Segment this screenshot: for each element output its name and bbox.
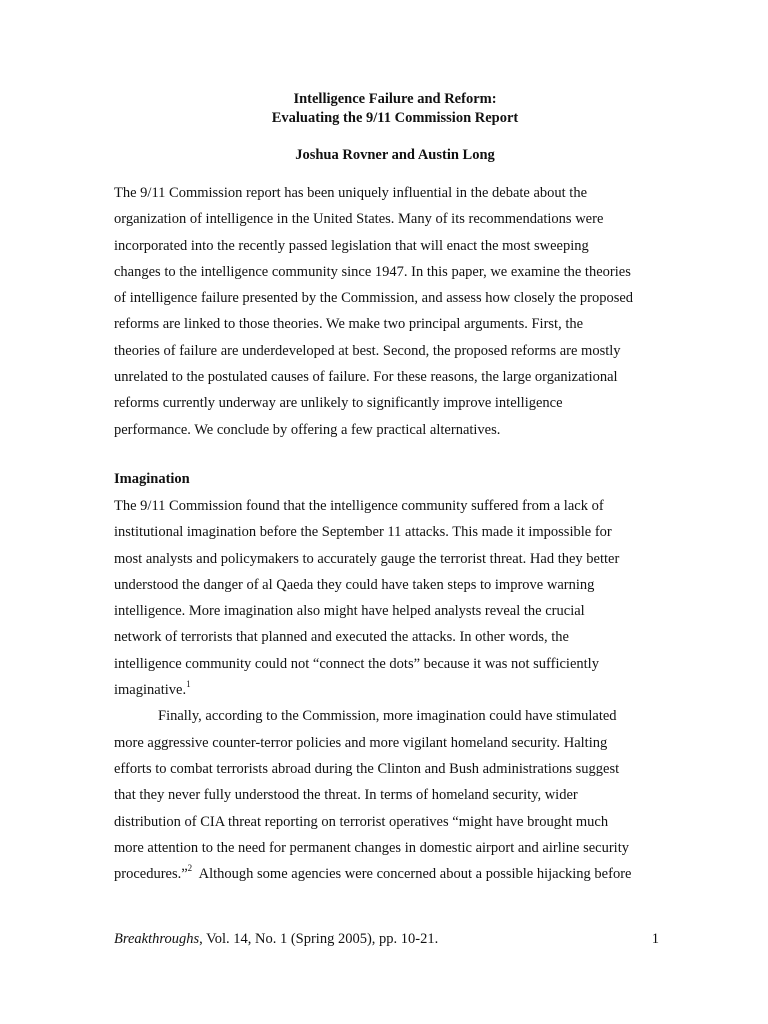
body-line: efforts to combat terrorists abroad during the Clinton and Bush administrations suggest [114, 760, 620, 777]
body-line: institutional imagination before the September 11 attacks. This made it impossible for [114, 524, 612, 541]
body-line: understood the danger of al Qaeda they could have taken steps to improve warning [114, 576, 595, 593]
page-footer [114, 930, 659, 949]
body-line: intelligence community could not “connect the dots” because it was not sufficiently [114, 655, 599, 672]
abstract-line: changes to the intelligence community since 1947. In this paper, we examine the theories [114, 263, 631, 280]
abstract-line: The 9/11 Commission report has been uniquely influential in the debate about the [114, 185, 588, 201]
page-number: 1 [651, 931, 659, 947]
section-body [114, 493, 659, 887]
body-line-with-footnote [114, 677, 659, 703]
footnote-marker[interactable]: 1 [186, 679, 191, 690]
abstract-line: unrelated to the postulated causes of failure. For these reasons, the large organizational [114, 369, 618, 386]
body-line-text: Although some agencies were concerned about a possible hijacking before [192, 866, 632, 883]
title-line-2: Evaluating the 9/11 Commission Report [271, 110, 519, 126]
paper-authors: Joshua Rovner and Austin Long [295, 147, 495, 163]
body-line-with-footnote [114, 861, 659, 887]
body-line-text: procedures.” [114, 866, 188, 883]
paragraph-first-line: Finally, according to the Commission, more imagination could have stimulated [158, 708, 617, 725]
footer-citation [114, 931, 438, 947]
paper-title [0, 90, 768, 128]
body-line: more aggressive counter-terror policies and more vigilant homeland security. Halting [114, 734, 608, 751]
abstract-line: of intelligence failure presented by the Commission, and assess how closely the proposed [114, 290, 634, 307]
abstract-line: reforms are linked to those theories. We make two principal arguments. First, the [114, 316, 584, 333]
title-line-1: Intelligence Failure and Reform: [293, 91, 497, 107]
body-line: intelligence. More imagination also might have helped analysts reveal the crucial [114, 603, 585, 620]
section-heading: Imagination [114, 471, 190, 487]
body-line: The 9/11 Commission found that the intelligence community suffered from a lack of [114, 498, 604, 514]
abstract-line: organization of intelligence in the United States. Many of its recommendations were [114, 211, 604, 228]
abstract-line: reforms currently underway are unlikely to significantly improve intelligence [114, 395, 563, 412]
abstract-line: performance. We conclude by offering a few practical alternatives. [114, 421, 501, 438]
body-line-text: imaginative. [114, 682, 187, 699]
body-line: more attention to the need for permanent changes in domestic airport and airline security [114, 839, 629, 856]
abstract-line: theories of failure are underdeveloped at best. Second, the proposed reforms are mostly [114, 342, 621, 359]
footnote-marker[interactable]: 2 [187, 863, 193, 874]
abstract-line: incorporated into the recently passed legislation that will enact the most sweeping [114, 237, 589, 254]
body-line: most analysts and policymakers to accurately gauge the terrorist threat. Had they better [114, 550, 620, 567]
body-line: that they never fully understood the threat. In terms of homeland security, wider [114, 787, 578, 804]
journal-name: Breakthroughs [114, 931, 200, 947]
abstract [114, 180, 659, 443]
citation-details: , Vol. 14, No. 1 (Spring 2005), pp. 10-21. [199, 931, 439, 947]
body-line: network of terrorists that planned and executed the attacks. In other words, the [114, 629, 569, 646]
body-line: distribution of CIA threat reporting on terrorist operatives “might have brought much [114, 813, 609, 830]
